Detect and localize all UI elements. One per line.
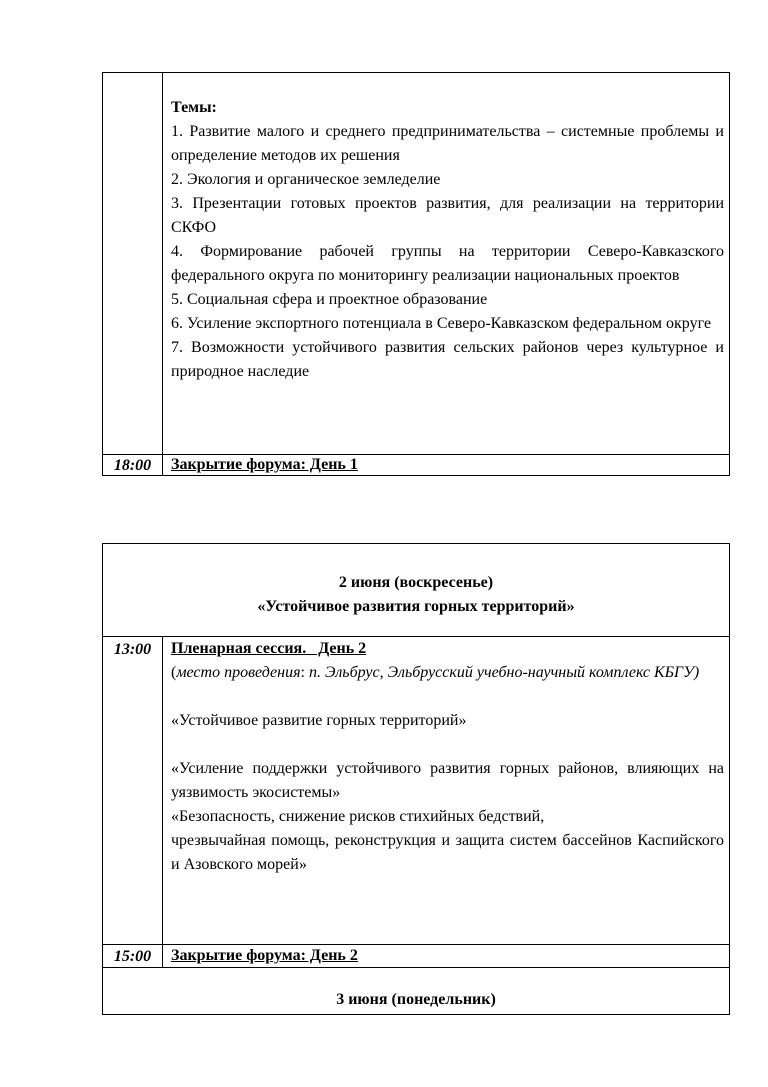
venue-open: ( <box>171 664 177 681</box>
theme-item: 6. Усиление экспортного потенциала в Северо-Кавказском федеральном округе <box>171 315 712 332</box>
theme-item: 3. Презентации готовых проектов развития, для реализации на территории СКФО <box>171 195 724 236</box>
venue-colon: : <box>300 664 309 681</box>
topic-3a: «Безопасность, снижение рисков стихийных бедствий, <box>171 808 545 825</box>
day2-date: 2 июня (воскресенье) <box>338 574 494 591</box>
closing-time-day2: 15:00 <box>103 945 163 968</box>
plenary-cell <box>163 637 730 945</box>
day2-closing-row <box>103 945 730 968</box>
themes-heading: Темы: <box>171 99 217 116</box>
day3-header-row <box>103 968 730 1015</box>
theme-item: 1. Развитие малого и среднего предпринимательства – системные проблемы и определение методов их решения <box>171 123 724 164</box>
theme-item: 7. Возможности устойчивого развития сельских районов через культурное и природное наследие <box>171 339 724 380</box>
theme-item: 2. Экология и органическое земледелие <box>171 171 441 188</box>
venue-label: место проведения <box>176 664 301 681</box>
themes-row <box>103 73 730 455</box>
closing-label-day2: Закрытие форума: День 2 <box>163 945 730 968</box>
plenary-venue <box>171 661 724 685</box>
themes-cell <box>163 73 730 455</box>
day1-closing-row <box>103 455 730 476</box>
day2-header-row <box>103 544 730 637</box>
topic-2: «Усиление поддержки устойчивого развития горных районов, влияющих на уязвимость экосистемы» <box>171 760 724 801</box>
day2-header-cell <box>103 544 730 637</box>
day2-table <box>102 543 730 1015</box>
theme-item: 4. Формирование рабочей группы на территории Северо-Кавказского федерального округа по мониторингу реализации национальных проектов <box>171 243 724 284</box>
topic-3b: чрезвычайная помощь, реконструкция и защита систем бассейнов Каспийского и Азовского морей» <box>171 832 724 873</box>
closing-time-day1: 18:00 <box>103 455 163 476</box>
closing-label-day1: Закрытие форума: День 1 <box>163 455 730 476</box>
day1-table <box>102 72 730 476</box>
venue-text: п. Эльбрус, Эльбрусский учебно-научный комплекс КБГУ) <box>308 664 700 681</box>
topic-1: «Устойчивое развитие горных территорий» <box>171 712 467 729</box>
themes-time-cell <box>103 73 163 455</box>
plenary-title: Пленарная сессия. День 2 <box>171 640 367 657</box>
plenary-time: 13:00 <box>103 637 163 945</box>
theme-item: 5. Социальная сфера и проектное образование <box>171 291 488 308</box>
day3-date: 3 июня (понедельник) <box>103 968 730 1015</box>
plenary-row <box>103 637 730 945</box>
day2-title: «Устойчивое развития горных территорий» <box>257 598 575 615</box>
